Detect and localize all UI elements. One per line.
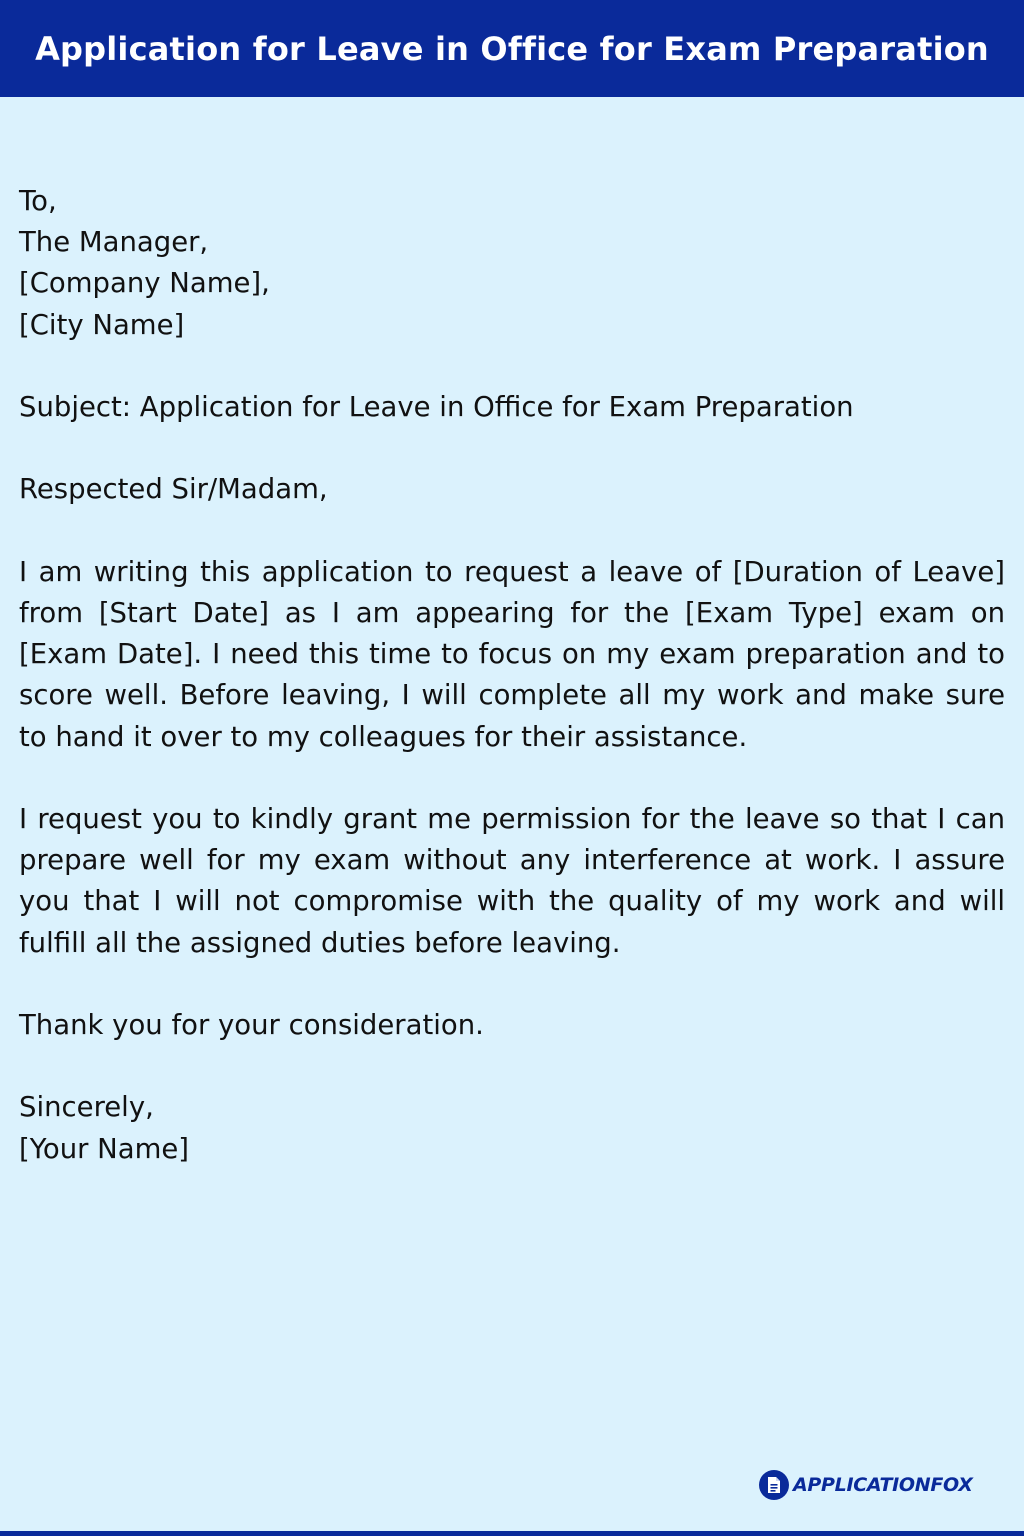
thanks-line: Thank you for your consideration. — [19, 1008, 484, 1041]
subject-line: Subject: Application for Leave in Office for Exam Preparation — [19, 391, 854, 423]
body-paragraph-1: I am writing this application to request a leave of [Duration of Leave] from [Start Date] as I am appearing for the [Exam Type] exam on [Exam Date]. I need this time to focus on my exam preparation and to score well. Before leaving, I will complete all my work and make sure to hand it over to my colleagues for their assistance. — [19, 555, 1005, 753]
body-paragraph-2: I request you to kindly grant me permission for the leave so that I can prepare well for my exam without any interference at work. I assure you that I will not compromise with the quality of my work and will fulfill all the assigned duties before leaving. — [19, 802, 1005, 959]
page-header — [0, 0, 1024, 97]
address-line-city: [City Name] — [19, 308, 185, 341]
address-line-recipient: The Manager, — [19, 226, 209, 259]
signature-line: [Your Name] — [19, 1132, 190, 1165]
address-line-to: To, — [19, 185, 57, 217]
bottom-divider — [0, 1531, 1024, 1536]
letter-body — [19, 181, 1005, 1170]
closing-line: Sincerely, — [19, 1091, 154, 1124]
salutation: Respected Sir/Madam, — [19, 473, 328, 506]
brand-name: APPLICATIONFOX — [793, 1474, 973, 1496]
address-line-company: [Company Name], — [19, 267, 270, 300]
brand-logo — [759, 1470, 973, 1500]
document-icon — [759, 1470, 789, 1500]
page-title: Application for Leave in Office for Exam Preparation — [35, 29, 989, 68]
